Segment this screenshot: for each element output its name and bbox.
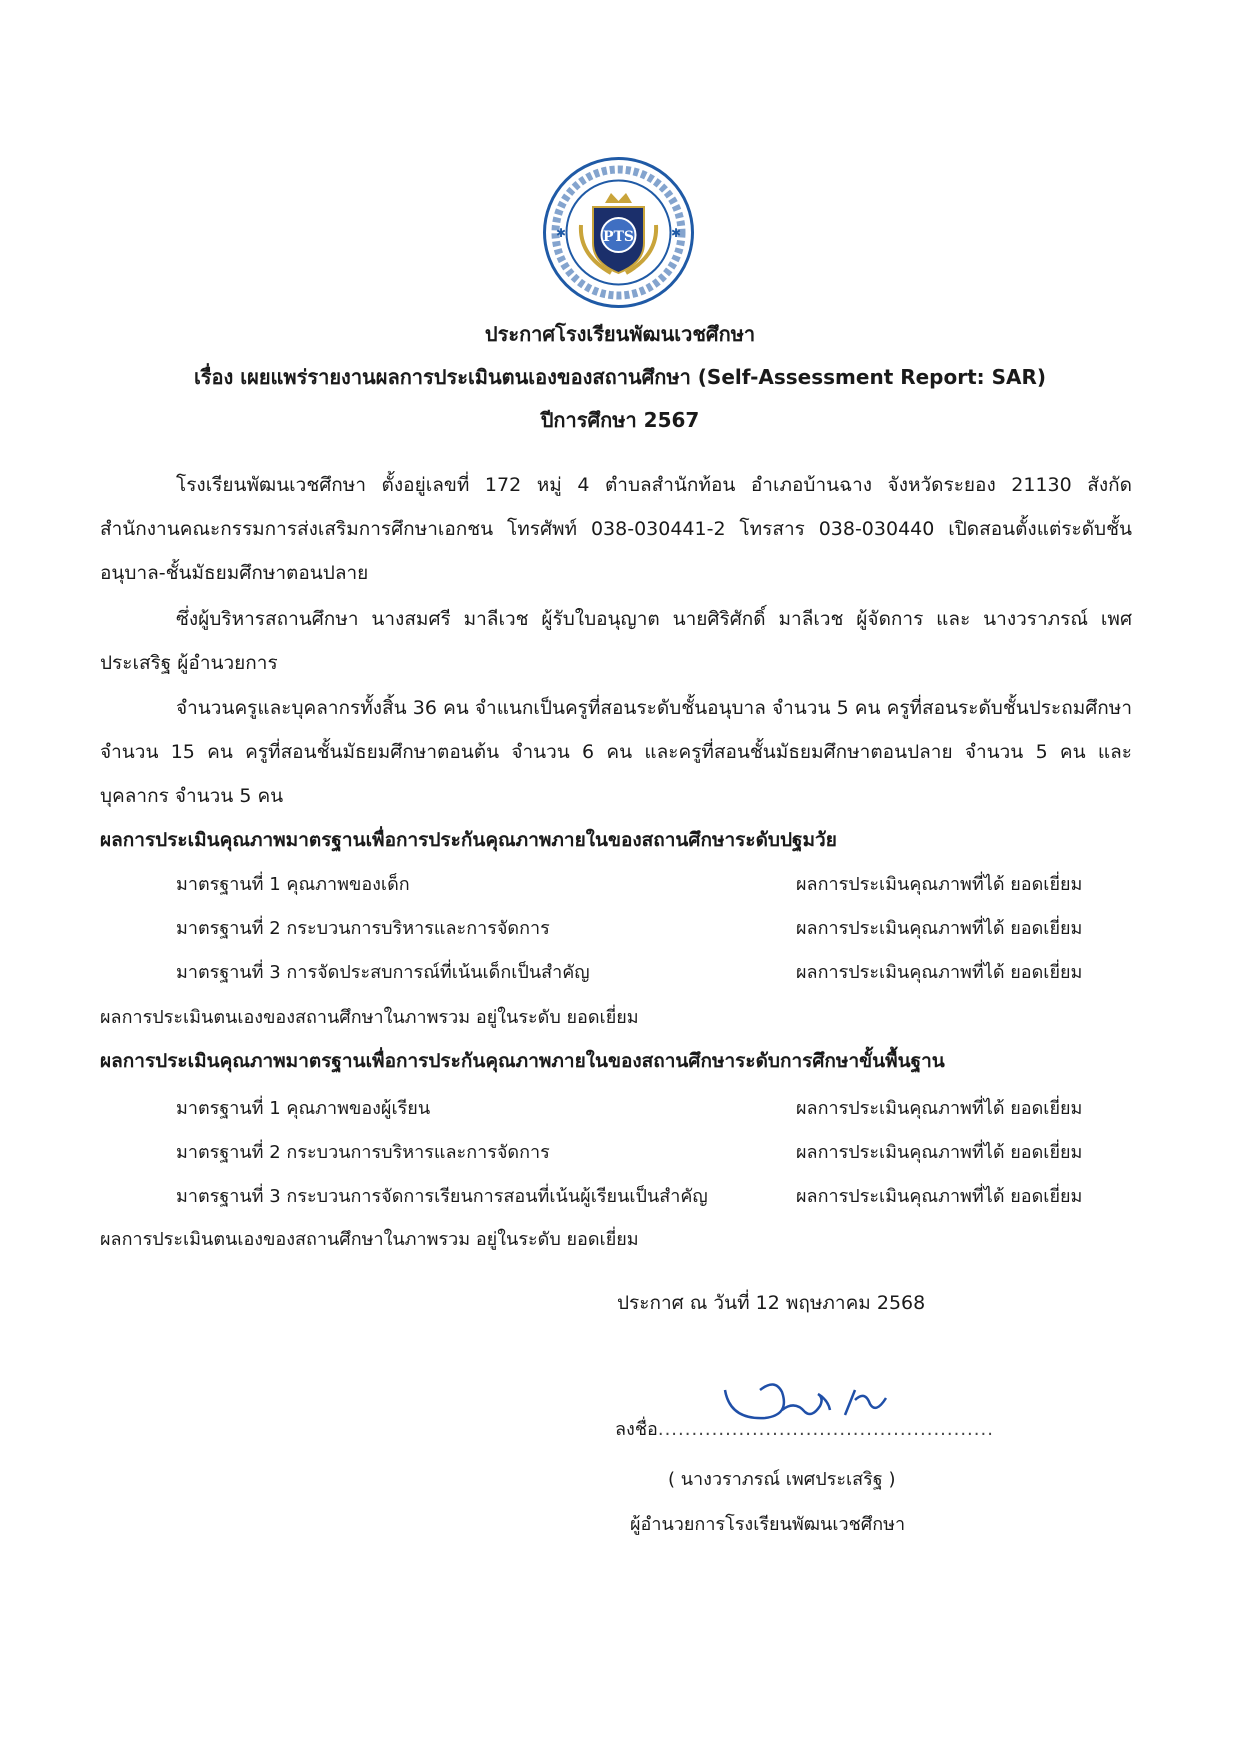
standard-result: ผลการประเมินคุณภาพที่ได้ ยอดเยี่ยม [796,1186,1083,1207]
staff-paragraph: จำนวนครูและบุคลากรทั้งสิ้น 36 คน จำแนกเป็นครูที่สอนระดับชั้นอนุบาล จำนวน 5 คน ครูที่สอนระดับชั้นประถมศึกษา จำนวน 15 คน ครูที่สอนชั้นมัธยมศึกษาตอนต้น จำนวน 6 คน และครูที่สอนชั้นมัธยมศึกษาตอนปลาย จำนวน 5 คน และบุคลากร จำนวน 5 คน [100,697,1132,807]
standard-label: มาตรฐานที่ 1 คุณภาพของผู้เรียน [176,1098,431,1119]
school-info-paragraph: โรงเรียนพัฒนเวชศึกษา ตั้งอยู่เลขที่ 172 หมู่ 4 ตำบลสำนักท้อน อำเภอบ้านฉาง จังหวัดระยอง 21130 สังกัด สำนักงานคณะกรรมการส่งเสริมการศึกษาเอกชน โทรศัพท์ 038-030441-2 โทรสาร 038-030440 เปิดสอนตั้งแต่ระดับชั้นอนุบาล-ชั้นมัธยมศึกษาตอนปลาย [100,474,1132,584]
subject-line: เรื่อง เผยแพร่รายงานผลการประเมินตนเองของสถานศึกษา (Self-Assessment Report: SAR) [193,365,1047,389]
early-childhood-section-title: ผลการประเมินคุณภาพมาตรฐานเพื่อการประกันคุณภาพภายในของสถานศึกษาระดับปฐมวัย [100,829,837,851]
announcement-date: ประกาศ ณ วันที่ 12 พฤษภาคม 2568 [617,1292,926,1314]
signer-name: ( นางวราภรณ์ เพศประเสริฐ ) [668,1469,896,1490]
svg-text:✱: ✱ [555,226,567,240]
standard-result: ผลการประเมินคุณภาพที่ได้ ยอดเยี่ยม [796,1098,1083,1119]
standard-result: ผลการประเมินคุณภาพที่ได้ ยอดเยี่ยม [796,962,1083,983]
svg-text:PTS: PTS [602,229,635,245]
signature-line [615,1415,994,1445]
standard-label: มาตรฐานที่ 3 การจัดประสบการณ์ที่เน้นเด็กเป็นสำคัญ [176,962,590,983]
page-title: ประกาศโรงเรียนพัฒนเวชศึกษา [484,322,756,346]
standard-label: มาตรฐานที่ 3 กระบวนการจัดการเรียนการสอนที่เน้นผู้เรียนเป็นสำคัญ [176,1186,708,1207]
standard-label: มาตรฐานที่ 1 คุณภาพของเด็ก [176,874,410,895]
basic-education-overall: ผลการประเมินตนเองของสถานศึกษาในภาพรวม อยู่ในระดับ ยอดเยี่ยม [100,1229,639,1250]
standard-label: มาตรฐานที่ 2 กระบวนการบริหารและการจัดการ [176,1142,550,1163]
standard-result: ผลการประเมินคุณภาพที่ได้ ยอดเยี่ยม [796,1142,1083,1163]
sign-dots: .................................................. [657,1419,994,1440]
academic-year: ปีการศึกษา 2567 [540,408,700,432]
early-childhood-overall: ผลการประเมินตนเองของสถานศึกษาในภาพรวม อยู่ในระดับ ยอดเยี่ยม [100,1007,639,1028]
sign-label: ลงชื่อ [615,1419,658,1440]
svg-text:✱: ✱ [670,226,682,240]
signer-position: ผู้อำนวยการโรงเรียนพัฒนเวชศึกษา [630,1514,906,1535]
school-logo-icon [541,155,696,310]
standard-result: ผลการประเมินคุณภาพที่ได้ ยอดเยี่ยม [796,874,1083,895]
standard-result: ผลการประเมินคุณภาพที่ได้ ยอดเยี่ยม [796,918,1083,939]
standard-label: มาตรฐานที่ 2 กระบวนการบริหารและการจัดการ [176,918,550,939]
basic-education-section-title: ผลการประเมินคุณภาพมาตรฐานเพื่อการประกันคุณภาพภายในของสถานศึกษาระดับการศึกษาขั้นพื้นฐาน [100,1050,945,1072]
administrators-paragraph: ซึ่งผู้บริหารสถานศึกษา นางสมศรี มาลีเวช ผู้รับใบอนุญาต นายศิริศักดิ์ มาลีเวช ผู้จัดการ และ นางวราภรณ์ เพศประเสริฐ ผู้อำนวยการ [100,608,1132,674]
